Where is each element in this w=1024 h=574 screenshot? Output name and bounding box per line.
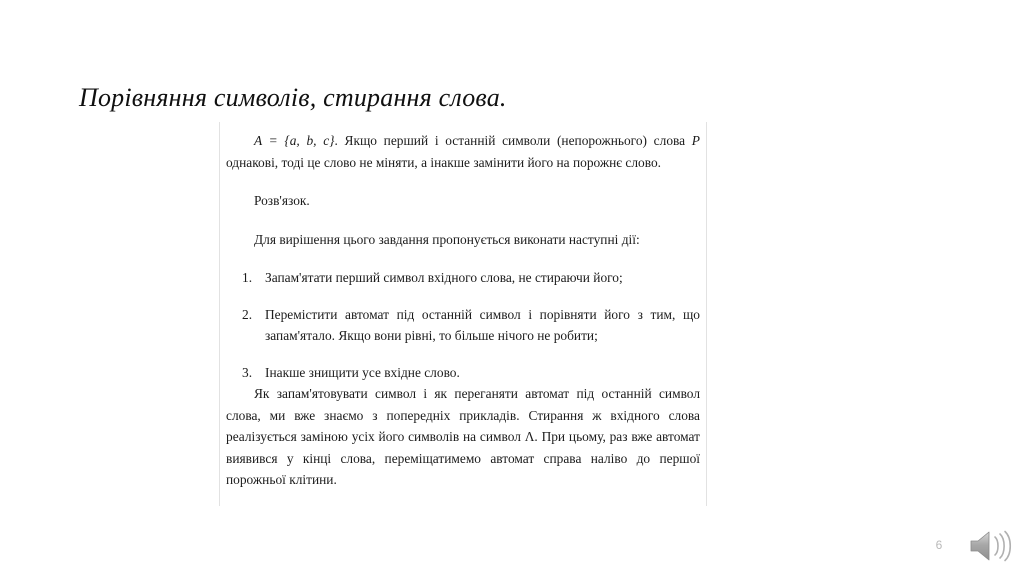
solution-heading: Розв'язок. xyxy=(254,193,310,208)
list-item-label: Запам'ятати перший символ вхідного слова, не стираючи його; xyxy=(265,270,623,285)
page-title: Порівняння символів, стирання слова. xyxy=(79,83,507,113)
speaker-volume-icon[interactable] xyxy=(968,528,1014,564)
set-definition-math: A = {a, b, c} xyxy=(254,133,335,148)
solution-lead-paragraph: Для вирішення цього завдання пропонується виконати наступні дії: xyxy=(254,231,640,247)
list-item xyxy=(220,267,706,289)
page-number: 6 xyxy=(935,538,943,552)
list-item xyxy=(220,362,706,384)
intro-paragraph-text: . Якщо перший і останній символи (непорожнього) слова xyxy=(334,133,692,148)
list-item-marker: 1. xyxy=(242,270,253,285)
list-item-label: Інакше знищити усе вхідне слово. xyxy=(265,364,460,380)
closing-paragraph: Як запам'ятовувати символ і як переганяти автомат під останній символ слова, ми вже знаємо з попередніх прикладів. Стирання ж вхідного слова реалізується заміною усіх його символів на символ Λ. При цьому, раз вже автомат виявився у кінці слова, переміщатимемо автомат справа наліво до першої порожньої клітини. xyxy=(226,386,700,487)
intro-paragraph xyxy=(220,130,706,173)
list-item-marker: 3. xyxy=(242,364,253,380)
content-block xyxy=(219,122,707,506)
list-item-label: Перемістити автомат під останній символ і порівняти його з тим, що запам'ятало. Якщо вони рівні, то більше нічого не робити; xyxy=(265,306,700,343)
steps-list xyxy=(220,267,706,383)
list-item-marker: 2. xyxy=(242,306,253,322)
word-variable-math: P xyxy=(691,133,700,148)
list-item xyxy=(220,304,706,347)
intro-paragraph-tail: однакові, тоді це слово не міняти, а інакше замінити його на порожнє слово. xyxy=(226,154,661,170)
